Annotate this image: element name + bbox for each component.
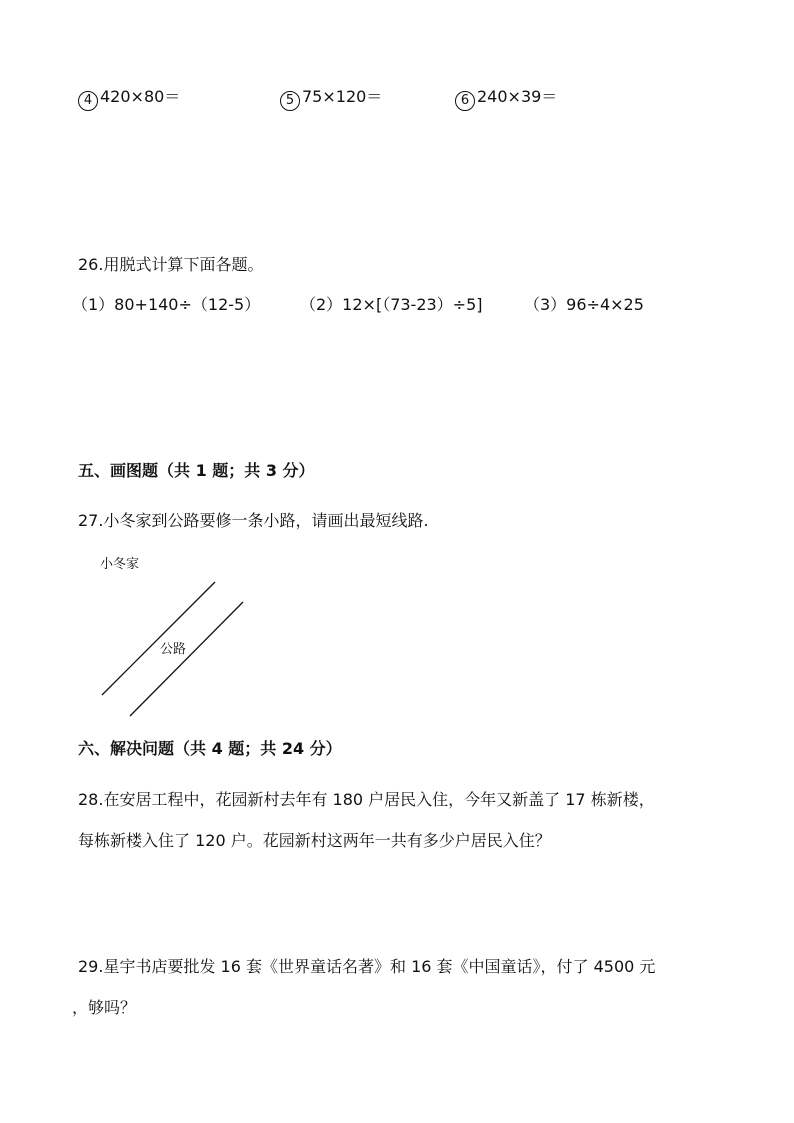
circled-number: 4 — [78, 91, 98, 111]
circled-number: 5 — [280, 91, 300, 111]
question-29-line-1: 29.星宇书店要批发 16 套《世界童话名著》和 16 套《中国童话》，付了 4500 元 — [78, 957, 656, 976]
calc-item-4 — [78, 86, 180, 111]
section-6-heading: 六、解决问题（共 4 题；共 24 分） — [78, 739, 342, 758]
question-26-item-1: （1）80+140÷（12-5） — [72, 295, 261, 314]
house-label: 小冬家 — [100, 557, 140, 572]
question-26-title: 26.用脱式计算下面各题。 — [78, 255, 264, 274]
question-28-line-2: 每栋新楼入住了 120 户。花园新村这两年一共有多少户居民入住？ — [78, 831, 551, 850]
question-28-line-1: 28.在安居工程中，花园新村去年有 180 户居民入住，今年又新盖了 17 栋新楼， — [78, 790, 655, 809]
road-label: 公路 — [160, 642, 187, 657]
calc-expression: 240×39＝ — [477, 87, 558, 106]
question-26-item-3: （3）96÷4×25 — [524, 295, 644, 314]
question-26-item-2: （2）12×[（73-23）÷5] — [300, 295, 483, 314]
section-5-heading: 五、画图题（共 1 题；共 3 分） — [78, 461, 315, 480]
calc-expression: 420×80＝ — [100, 87, 181, 106]
calc-item-6 — [455, 86, 557, 111]
road-edge-1 — [102, 582, 215, 695]
question-27-title: 27.小冬家到公路要修一条小路，请画出最短线路. — [78, 511, 429, 530]
circled-number: 6 — [455, 91, 475, 111]
calc-expression: 75×120＝ — [302, 87, 383, 106]
road-edge-2 — [130, 602, 243, 716]
calc-item-5 — [280, 86, 382, 111]
question-29-line-2: ，够吗？ — [72, 998, 137, 1017]
